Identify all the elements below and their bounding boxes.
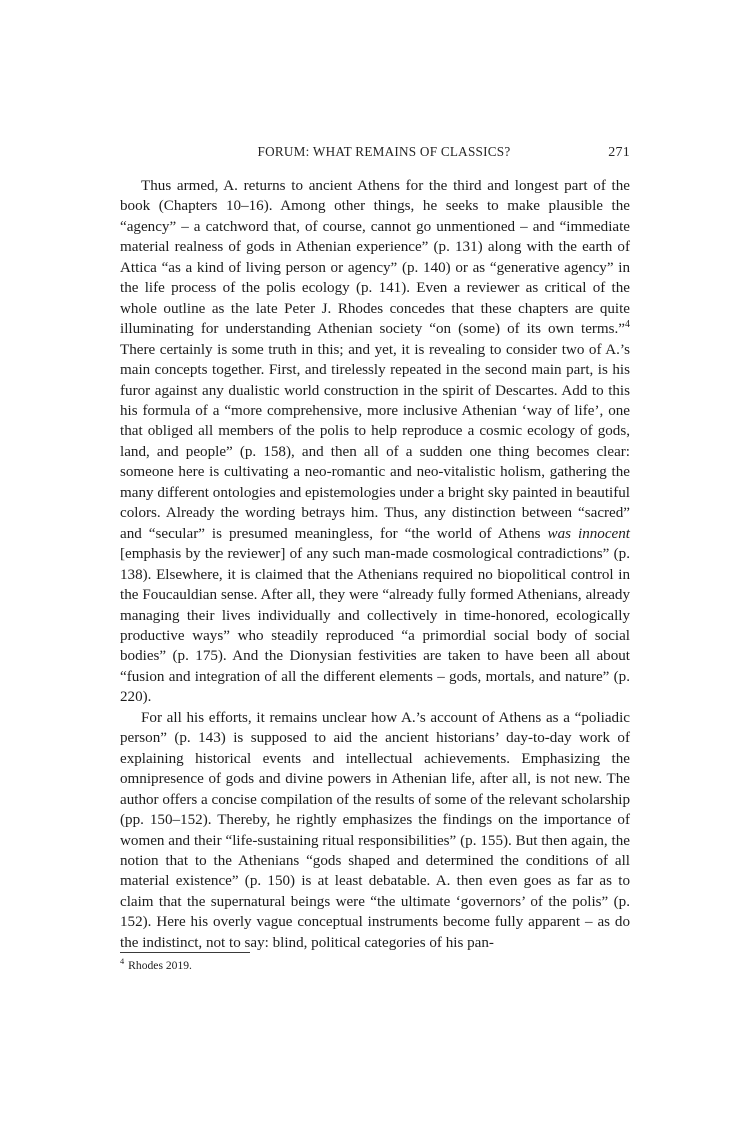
footnote-text: Rhodes 2019. [128, 959, 192, 972]
footnote-area [120, 952, 630, 973]
running-header-title: FORUM: WHAT REMAINS OF CLASSICS? [257, 144, 511, 159]
footnote [120, 958, 630, 973]
running-header [120, 144, 630, 164]
paragraph: Thus armed, A. returns to ancient Athens for the third and longest part of the book (Chapters 10–16). Among other things, he seeks to make plausible the “agency” – a catchword that, of course, cannot go unmentioned – and “immediate material realness of gods in Athenian experience” (p. 131) along with the earth of Attica “as a kind of living person or agency” (p. 140) or as “generative agency” in the life process of the polis ecology (p. 141). Even a reviewer as critical of the whole outline as the late Peter J. Rhodes concedes that these chapters are quite illuminating for understanding Athenian society “on (some) of its own terms.”$^4$ There certainly is some truth in this; and yet, it is revealing to consider two of A.’s main concepts together. First, and tirelessly repeated in the second main part, is his furor against any dualistic world construction in the spirit of Descartes. Add to this his formula of a “more comprehensive, more inclusive Athenian ‘way of life’, one that obliged all members of the polis to help reproduce a cosmic ecology of gods, land, and people” (p. 158), and then all of a sudden one thing becomes clear: someone here is cultivating a neo-romantic and neo-vitalistic holism, gathering the many different ontologies and epistemologies under a bright sky painted in beautiful colors. Already the wording betrays him. Thus, any distinction between “sacred” and “secular” is presumed meaningless, for “the world of Athens was innocent [emphasis by the reviewer] of any such man-made cosmological contradictions” (p. 138). Elsewhere, it is claimed that the Athenians required no biopolitical control in the Foucauldian sense. After all, they were “already fully formed Athenians, already managing their lives individually and collectively in time-honored, ecologically productive ways” who steadily reproduced “a primordial social body of social bodies” (p. 175). And the Dionysian festivities are taken to have been all about “fusion and integration of all the different elements – gods, mortals, and nature” (p. 220). [120, 178, 630, 706]
footnote-marker: 4 [120, 957, 125, 967]
footnote-separator-rule [120, 952, 250, 953]
paragraph: For all his efforts, it remains unclear how A.’s account of Athens as a “poliadic person” (p. 143) is supposed to aid the ancient historians’ day-to-day work of explaining historical events and intellectual achievements. Emphasizing the omnipresence of gods and divine powers in Athenian life, after all, is not new. The author offers a concise compilation of the results of some of the relevant scholarship (pp. 150–152). Thereby, he rightly emphasizes the findings on the importance of women and their “life-sustaining ritual responsibilities” (p. 155). But then again, the notion that to the Athenians “gods shaped and determined the conditions of all material existence” (p. 150) is at least debatable. A. then even goes as far as to claim that the supernatural beings were “the ultimate ‘governors’ of the polis” (p. 152). Here his overly vague conceptual instruments become fully apparent – as do the indistinct, not to say: blind, political categories of his pan- [120, 709, 630, 951]
body-text [120, 176, 630, 953]
emphasis-text: was innocent [547, 525, 630, 542]
footnote-reference[interactable]: 4 [625, 319, 630, 331]
page-number: 271 [608, 145, 630, 160]
